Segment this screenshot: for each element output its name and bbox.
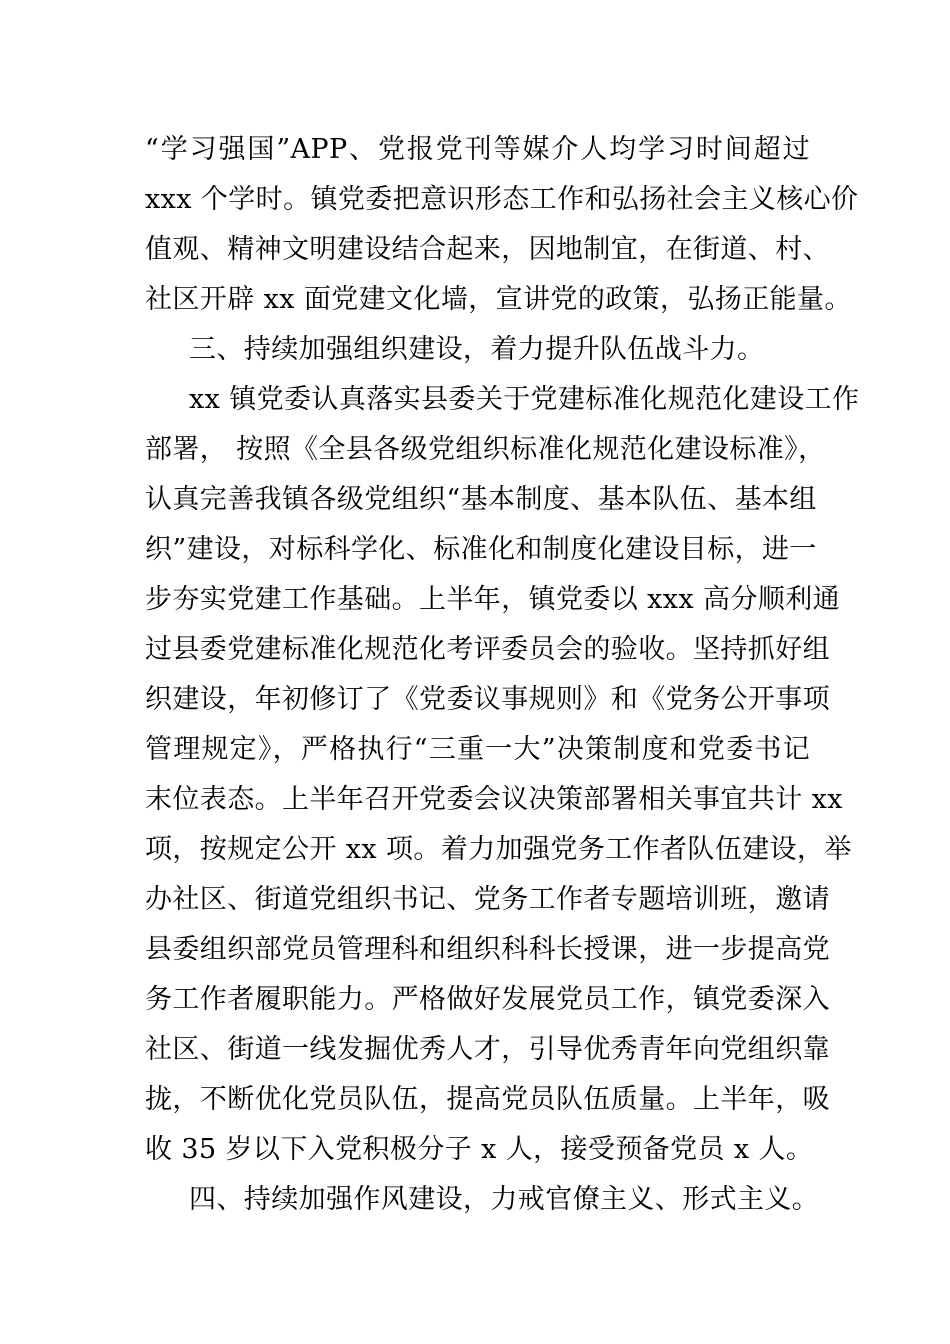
text-line: 过县委党建标准化规范化考评委员会的验收。坚持抓好组 bbox=[145, 634, 830, 665]
text-line: 管理规定》，严格执行“三重一大”决策制度和党委书记 bbox=[145, 734, 810, 765]
text-line: 部署， 按照《全县各级党组织标准化规范化建设标准》， bbox=[145, 434, 826, 465]
text-line: 值观、精神文明建设结合起来，因地制宜，在街道、村、 bbox=[145, 234, 830, 265]
paragraph-first-line: xx 镇党委认真落实县委关于党建标准化规范化建设工作 bbox=[189, 384, 860, 415]
text-line: 县委组织部党员管理科和组织科科长授课，进一步提高党 bbox=[145, 934, 830, 965]
section-heading: 四、持续加强作风建设，力戒官僚主义、形式主义。 bbox=[189, 1184, 820, 1215]
paragraph-last-line: 收 35 岁以下入党积极分子 x 人，接受预备党员 x 人。 bbox=[145, 1134, 814, 1165]
text-line: 认真完善我镇各级党组织“基本制度、基本队伍、基本组 bbox=[145, 484, 817, 515]
text-line: 织”建设，对标科学化、标准化和制度化建设目标，进一 bbox=[145, 534, 817, 565]
section-heading: 三、持续加强组织建设，着力提升队伍战斗力。 bbox=[189, 334, 765, 365]
text-line: xxx 个学时。镇党委把意识形态工作和弘扬社会主义核心价 bbox=[145, 184, 859, 215]
text-line: 末位表态。上半年召开党委会议决策部署相关事宜共计 xx bbox=[145, 784, 843, 815]
text-line: 织建设，年初修订了《党委议事规则》和《党务公开事项 bbox=[145, 684, 830, 715]
text-line: “学习强国”APP、党报党刊等媒介人均学习时间超过 bbox=[145, 134, 810, 165]
text-line: 办社区、街道党组织书记、党务工作者专题培训班，邀请 bbox=[145, 884, 830, 915]
text-line: 项，按规定公开 xx 项。着力加强党务工作者队伍建设，举 bbox=[145, 834, 852, 865]
text-line: 社区开辟 xx 面党建文化墙，宣讲党的政策，弘扬正能量。 bbox=[145, 284, 852, 315]
text-line: 务工作者履职能力。严格做好发展党员工作，镇党委深入 bbox=[145, 984, 830, 1015]
text-line: 社区、街道一线发掘优秀人才，引导优秀青年向党组织靠 bbox=[145, 1034, 830, 1065]
text-line: 拢，不断优化党员队伍，提高党员队伍质量。上半年，吸 bbox=[145, 1084, 830, 1115]
text-line: 步夯实党建工作基础。上半年，镇党委以 xxx 高分顺利通 bbox=[145, 584, 841, 615]
